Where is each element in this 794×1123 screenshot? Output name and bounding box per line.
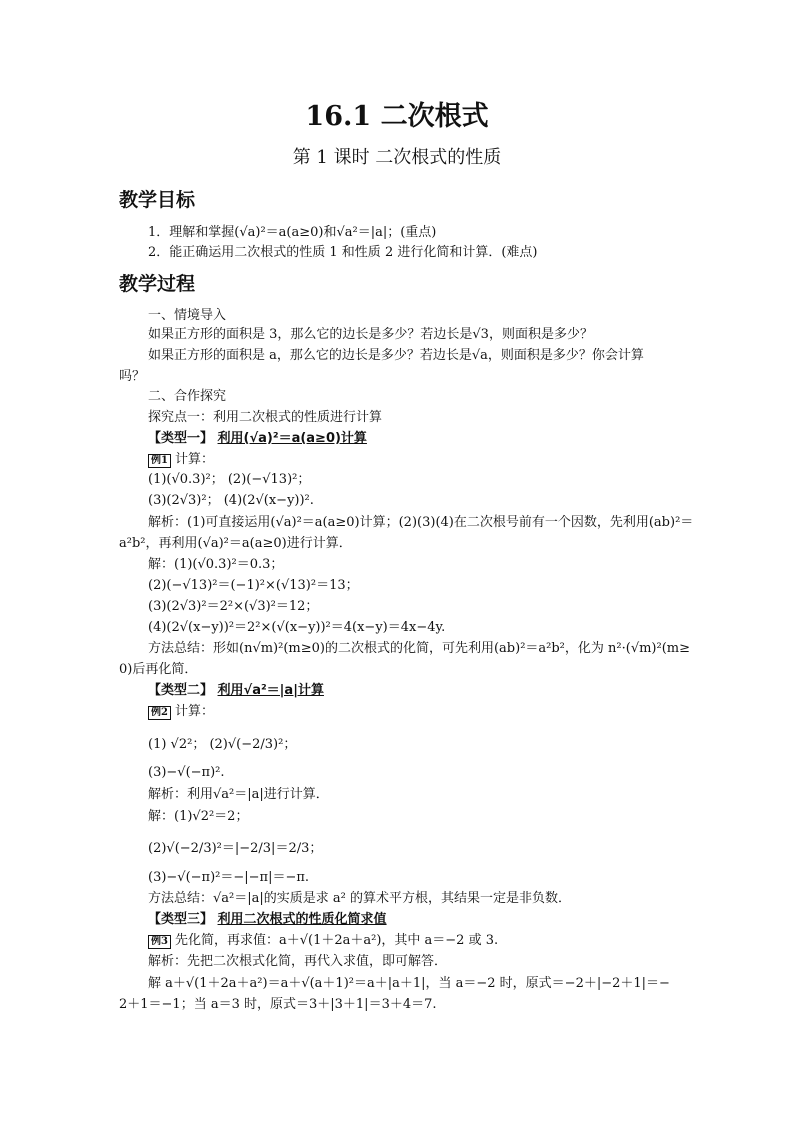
type1-line: (2)(−√13)²＝(−1)²×(√13)²＝13； — [148, 578, 359, 593]
type2-header — [148, 684, 324, 697]
example-3-prompt: 先化简，再求值：a＋√(1＋2a＋a²)，其中 a＝−2 或 3. — [174, 933, 499, 948]
type1-header — [148, 432, 367, 445]
type3-line: 解析：先把二次根式化简，再代入求值，即可解答． — [148, 954, 448, 969]
type1-line: (3)(2√3)²＝2²×(√3)²＝12； — [148, 599, 319, 614]
type1-line: (3)(2√3)²； (4)(2√(x−y))². — [148, 493, 314, 508]
type3-label: 【类型三】 — [148, 912, 214, 927]
type1-line: 0)后再化简． — [119, 662, 198, 677]
intro-line-3: 吗？ — [119, 369, 146, 384]
intro-line-1: 如果正方形的面积是 3，那么它的边长是多少？若边长是√3，则面积是多少？ — [148, 327, 593, 342]
type1-line: 解：(1)(√0.3)²＝0.3； — [148, 557, 284, 572]
intro-line-2: 如果正方形的面积是 a，那么它的边长是多少？若边长是√a，则面积是多少？你会计算 — [148, 348, 644, 363]
objective-1: 1．理解和掌握(√a)²＝a(a≥0)和√a²＝|a|；(重点) — [148, 225, 437, 240]
type3-line: 2＋1＝−1；当 a＝3 时，原式＝3＋|3＋1|＝3＋4＝7. — [119, 997, 437, 1012]
type1-title: 利用(√a)²＝a(a≥0)计算 — [217, 431, 367, 446]
example-2-header — [148, 705, 214, 720]
explore-heading: 二、合作探究 — [148, 389, 227, 404]
objective-2: 2．能正确运用二次根式的性质 1 和性质 2 进行化简和计算．(难点) — [148, 245, 538, 260]
type2-line: (2)√(−2/3)²＝|−2/3|＝2/3； — [148, 841, 323, 856]
example-3-badge: 例3 — [148, 935, 171, 949]
objectives-heading: 教学目标 — [119, 189, 196, 211]
example-3-header — [148, 934, 498, 949]
page-title: 16.1 二次根式 — [305, 101, 489, 132]
type1-line: 方法总结：形如(n√m)²(m≥0)的二次根式的化简，可先利用(ab)²＝a²b²，化为 n²·(√m)²(m≥ — [148, 641, 691, 656]
type2-label: 【类型二】 — [148, 683, 214, 698]
type3-title: 利用二次根式的性质化简求值 — [217, 912, 387, 927]
type1-label: 【类型一】 — [148, 431, 214, 446]
type1-line: 解析：(1)可直接运用(√a)²＝a(a≥0)计算；(2)(3)(4)在二次根号前有一个因数，先利用(ab)²＝ — [148, 515, 694, 530]
type1-line: (1)(√0.3)²； (2)(−√13)²； — [148, 472, 311, 487]
type2-title: 利用√a²＝|a|计算 — [217, 683, 324, 698]
example-1-badge: 例1 — [148, 454, 171, 468]
type2-line: 解：(1)√2²＝2； — [148, 809, 249, 824]
page-subtitle: 第 1 课时 二次根式的性质 — [292, 147, 502, 168]
intro-heading: 一、情境导入 — [148, 308, 227, 323]
type2-line: (3)−√(−π)²＝−|−π|＝−π. — [148, 870, 310, 885]
explore-point-1: 探究点一：利用二次根式的性质进行计算 — [148, 410, 383, 425]
process-heading: 教学过程 — [119, 273, 196, 295]
type1-line: a²b²，再利用(√a)²＝a(a≥0)进行计算． — [119, 536, 352, 551]
type3-line: 解 a＋√(1＋2a＋a²)＝a＋√(a＋1)²＝a＋|a＋1|，当 a＝−2 时，原式＝−2＋|−2＋1|＝− — [148, 976, 670, 991]
type2-line: (1) √2²； (2)√(−2/3)²； — [148, 737, 297, 752]
type3-header — [148, 913, 387, 926]
example-1-header — [148, 453, 214, 468]
type2-line: 方法总结：√a²＝|a|的实质是求 a² 的算术平方根，其结果一定是非负数． — [148, 891, 571, 906]
type2-line: 解析：利用√a²＝|a|进行计算． — [148, 787, 329, 802]
type1-line: (4)(2√(x−y))²＝2²×(√(x−y))²＝4(x−y)＝4x−4y. — [148, 620, 446, 635]
example-1-prompt: 计算： — [174, 452, 214, 467]
example-2-badge: 例2 — [148, 706, 171, 720]
type2-line: (3)−√(−π)². — [148, 765, 225, 780]
example-2-prompt: 计算： — [174, 704, 214, 719]
